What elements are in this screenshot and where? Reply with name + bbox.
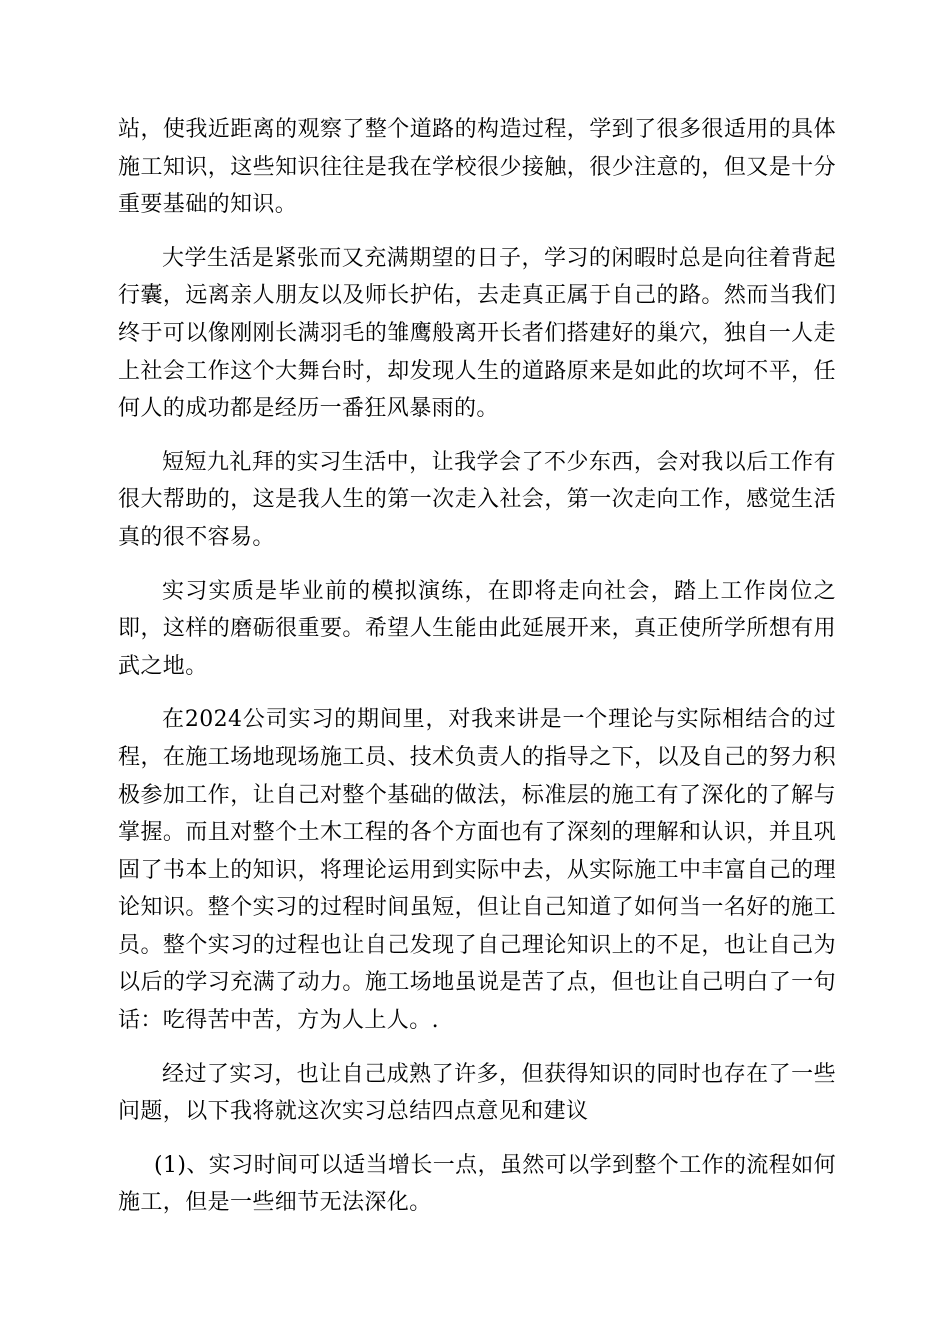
paragraph-college-life: 大学生活是紧张而又充满期望的日子，学习的闲暇时总是向往着背起行囊，远离亲人朋友以及师长护佑，去走真正属于自己的路。然而当我们终于可以像刚刚长满羽毛的雏鹰般离开长者们搭建好的巢穴，独自一人走上社会工作这个大舞台时，却发现人生的道路原来是如此的坎坷不平，任何人的成功都是经历一番狂风暴雨的。: [118, 245, 836, 422]
paragraph-company-internship: 在2024公司实习的期间里，对我来讲是一个理论与实际相结合的过程，在施工场地现场施工员、技术负责人的指导之下，以及自己的努力积极参加工作，让自己对整个基础的做法，标准层的施工有了深化的了解与掌握。而且对整个土木工程的各个方面也有了深刻的理解和认识，并且巩固了书本上的知识，将理论运用到实际中去，从实际施工中丰富自己的理论知识。整个实习的过程时间虽短，但让自己知道了如何当一名好的施工员。整个实习的过程也让自己发现了自己理论知识上的不足，也让自己为以后的学习充满了动力。施工场地虽说是苦了点，但也让自己明白了一句话：吃得苦中苦，方为人上人。.: [118, 707, 836, 1034]
paragraph-suggestion-1: (1)、实习时间可以适当增长一点，虽然可以学到整个工作的流程如何施工，但是一些细节无法深化。: [118, 1152, 836, 1216]
document-body: [118, 111, 836, 1238]
paragraph-internship-essence: 实习实质是毕业前的模拟演练，在即将走向社会，踏上工作岗位之即，这样的磨砺很重要。希望人生能由此延展开来，真正使所学所想有用武之地。: [118, 578, 836, 679]
paragraph-suggestions-intro: 经过了实习，也让自己成熟了许多，但获得知识的同时也存在了一些问题，以下我将就这次实习总结四点意见和建议: [118, 1061, 836, 1125]
paragraph-internship-life: 短短九礼拜的实习生活中，让我学会了不少东西，会对我以后工作有很大帮助的，这是我人生的第一次走入社会，第一次走向工作，感觉生活真的很不容易。: [118, 449, 836, 550]
paragraph-continuation: 站，使我近距离的观察了整个道路的构造过程，学到了很多很适用的具体施工知识，这些知识往往是我在学校很少接触，很少注意的，但又是十分重要基础的知识。: [118, 117, 836, 218]
